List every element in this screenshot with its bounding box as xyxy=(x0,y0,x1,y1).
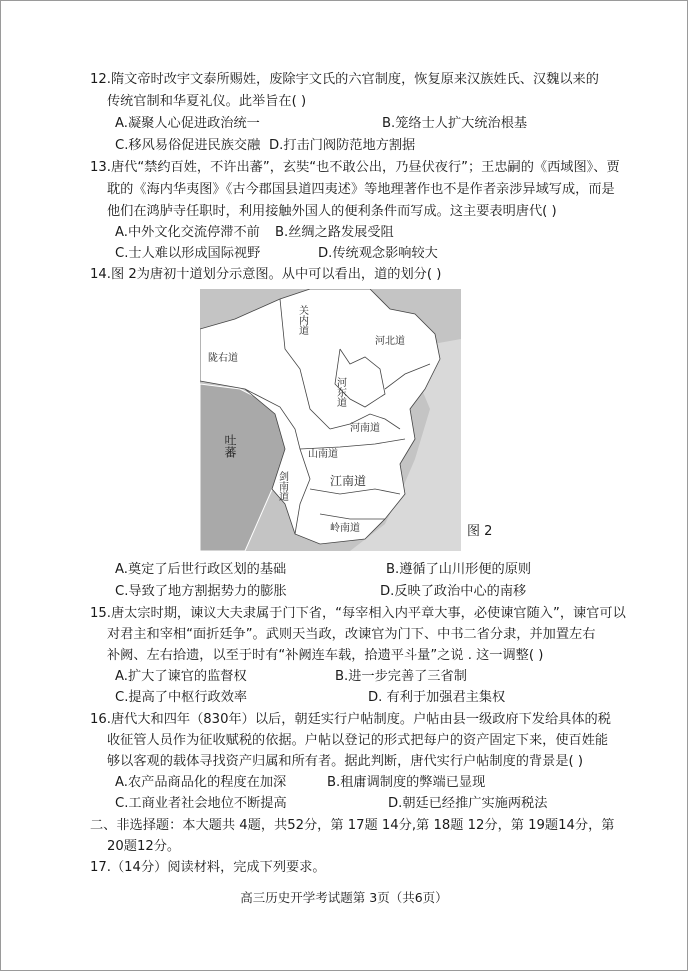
q16-stem-line2: 收征管人员作为征收赋税的依据。户帖以登记的形式把每户的资产固定下来，使百姓能 xyxy=(107,733,609,748)
q13-option-d: D.传统观念影响较大 xyxy=(318,246,438,261)
q16-stem-line3: 够以客观的载体寻找资产归属和所有者。据此判断，唐代实行户帖制度的背景是( ) xyxy=(107,754,584,769)
tang-ten-circuits-map xyxy=(200,289,461,551)
map-label-hedong: 河东道 xyxy=(334,377,346,407)
q12-option-d: D.打击门阀防范地方割据 xyxy=(269,138,416,153)
q13-stem-line1: 13.唐代“禁约百姓，不许出蕃”，玄奘“也不敢公出，乃昼伏夜行”；王忠嗣的《西域图》、贾 xyxy=(90,160,620,175)
figure-label: 图 2 xyxy=(467,524,493,539)
section2-heading-line2: 20题12分。 xyxy=(107,839,181,854)
q14-option-c: C.导致了地方割据势力的膨胀 xyxy=(115,584,287,599)
map-label-tubo: 吐蕃 xyxy=(223,434,237,458)
q16-stem-line1: 16.唐代大和四年（830年）以后，朝廷实行户帖制度。户帖由县一级政府下发给具体的税 xyxy=(90,712,611,727)
q14-option-a: A.奠定了后世行政区划的基础 xyxy=(115,562,287,577)
q16-option-d: D.朝廷已经推广实施两税法 xyxy=(388,796,548,811)
q14-option-d: D.反映了政治中心的南移 xyxy=(380,584,527,599)
map-label-guannei: 关内道 xyxy=(296,305,308,335)
section2-heading-line1: 二、非选择题：本大题共 4题，共52分，第 17题 14分,第 18题 12分，第 19题14分，第 xyxy=(90,818,615,833)
q12-option-b: B.笼络士人扩大统治根基 xyxy=(382,116,528,131)
q13-stem-line2: 耽的《海内华夷图》《古今郡国县道四夷述》等地理著作也不是作者亲涉异域写成，而是 xyxy=(107,182,615,197)
page-footer: 高三历史开学考试题第 3页（共6页） xyxy=(240,890,448,905)
map-label-hebei: 河北道 xyxy=(375,336,405,347)
map-label-jiangnan: 江南道 xyxy=(330,474,367,488)
q12-option-a: A.凝聚人心促进政治统一 xyxy=(115,116,260,131)
q12-stem-line2: 传统官制和华夏礼仪。此举旨在( ) xyxy=(107,94,307,109)
map-label-shannan: 山南道 xyxy=(308,449,338,460)
q17-stem: 17.（14分）阅读材料，完成下列要求。 xyxy=(90,860,326,875)
q14-stem: 14.图 2为唐初十道划分示意图。从中可以看出，道的划分( ) xyxy=(90,267,442,282)
q12-option-c: C.移风易俗促进民族交融 xyxy=(115,138,261,153)
q16-option-a: A.农产品商品化的程度在加深 xyxy=(115,775,287,790)
q14-option-b: B.遵循了山川形便的原则 xyxy=(386,562,532,577)
q15-stem-line2: 对君主和宰相“面折廷争”。武则天当政，改谏官为门下、中书二省分隶，并加置左右 xyxy=(107,627,596,642)
q13-stem-line3: 他们在鸿胪寺任职时，利用接触外国人的便利条件而写成。这主要表明唐代( ) xyxy=(107,204,557,219)
q15-option-a: A.扩大了谏官的监督权 xyxy=(115,669,247,684)
q15-option-d: D. 有利于加强君主集权 xyxy=(368,690,506,705)
map-label-jiannan: 剑南道 xyxy=(276,471,288,501)
q15-stem-line1: 15.唐太宗时期，谏议大夫隶属于门下省，“每宰相入内平章大事，必使谏官随入”，谏官可以 xyxy=(90,606,626,621)
q16-option-c: C.工商业者社会地位不断提高 xyxy=(115,796,287,811)
q15-option-b: B.进一步完善了三省制 xyxy=(335,669,467,684)
map-label-henan: 河南道 xyxy=(350,423,380,434)
map-label-longyou: 陇右道 xyxy=(208,353,238,364)
map-label-lingnan: 岭南道 xyxy=(330,523,360,534)
q16-option-b: B.租庸调制度的弊端已显现 xyxy=(327,775,486,790)
q15-option-c: C.提高了中枢行政效率 xyxy=(115,690,248,705)
q13-option-a: A.中外文化交流停滞不前 xyxy=(115,225,260,240)
q15-stem-line3: 补阙、左右拾遗，以至于时有“补阙连车载，拾遗平斗量”之说 . 这一调整( ) xyxy=(107,648,544,663)
q13-option-c: C.士人难以形成国际视野 xyxy=(115,246,261,261)
q13-option-b: B.丝绸之路发展受阻 xyxy=(275,225,394,240)
q12-stem-line1: 12.隋文帝时改宇文泰所赐姓，废除宇文氏的六官制度，恢复原来汉族姓氏、汉魏以来的 xyxy=(90,72,599,87)
